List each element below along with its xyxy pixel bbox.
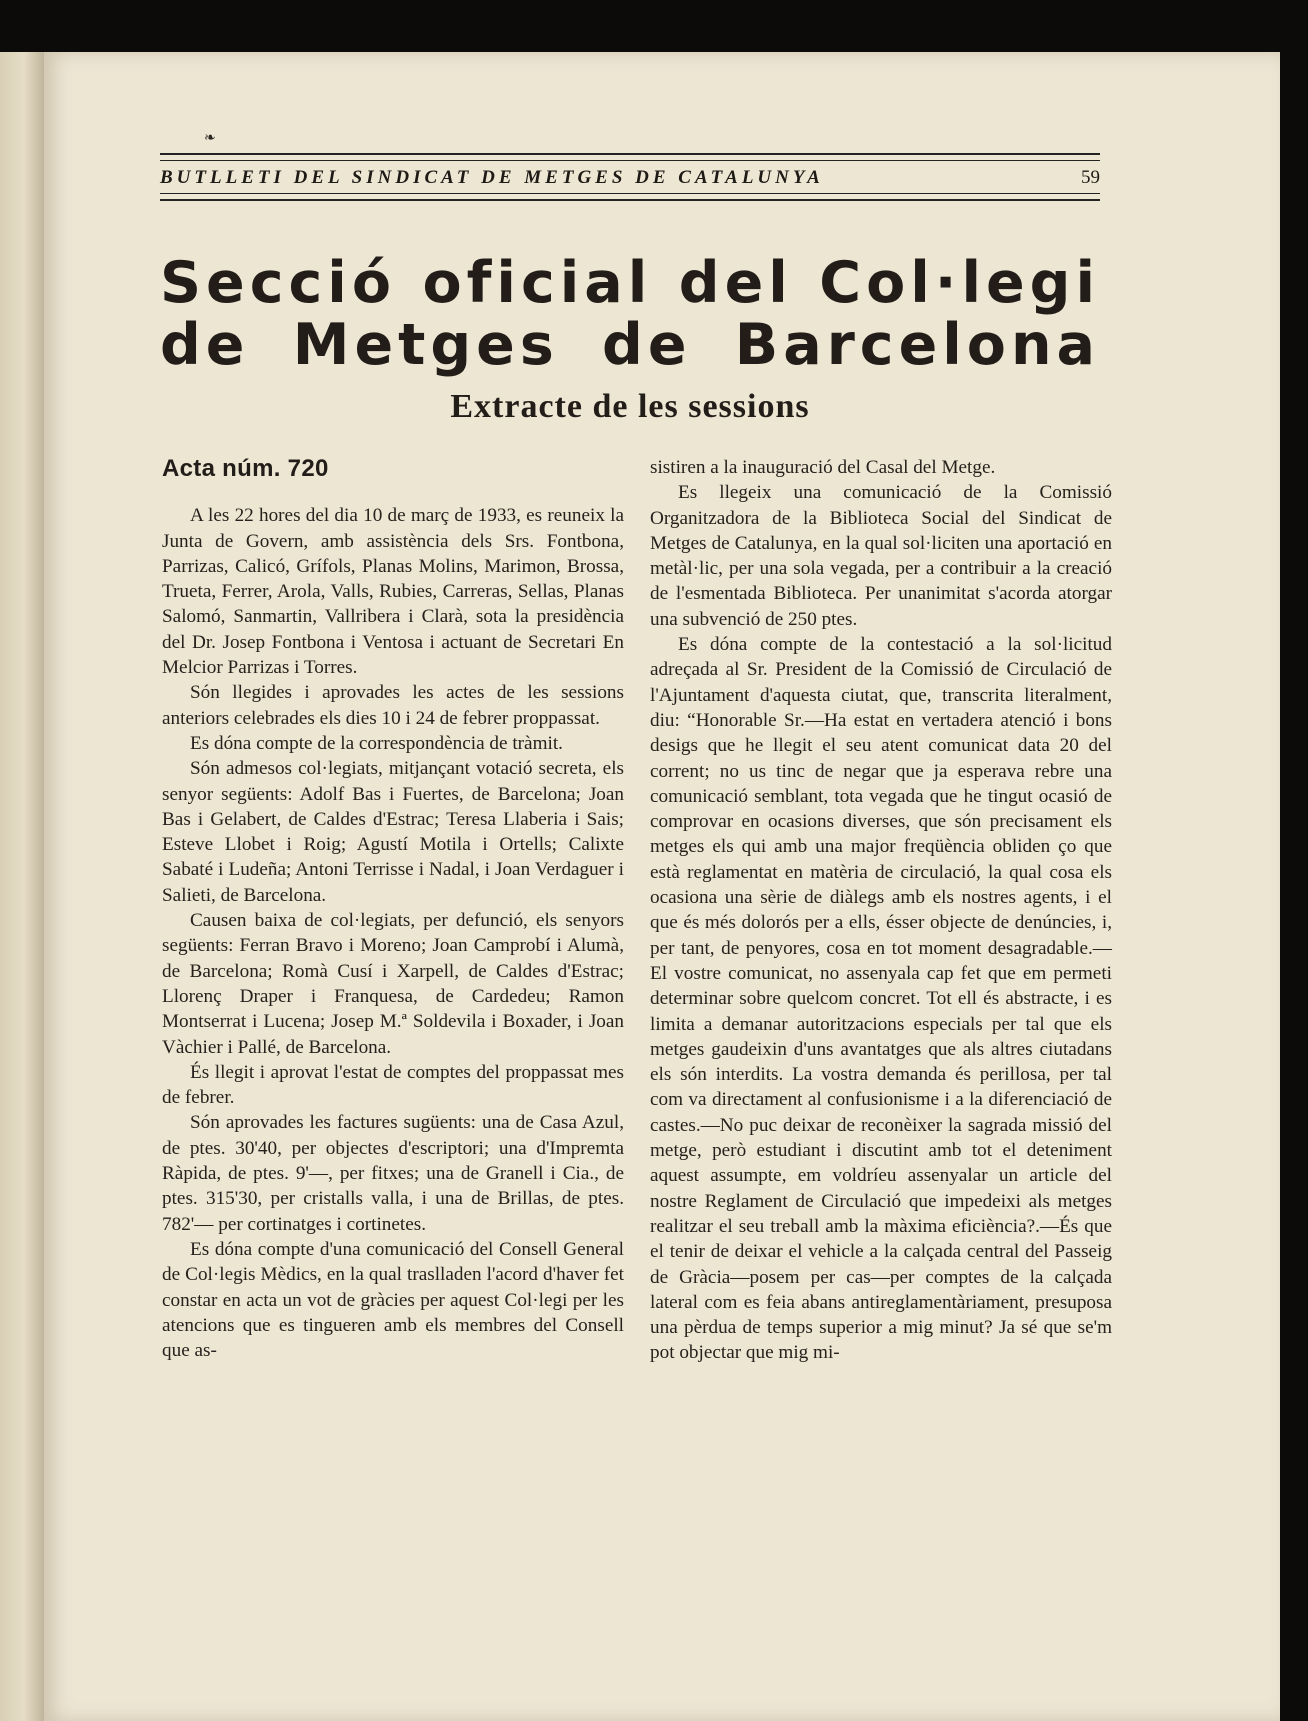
running-header <box>160 153 1100 201</box>
paragraph: sistiren a la inauguració del Casal del Metge. <box>650 457 996 478</box>
paragraph: Es dóna compte d'una comunicació del Consell General de Col·legis Mèdics, en la qual traslladen l'acord d'haver fet constar en acta un vot de gràcies per aquest Col·legi per les atencions que es tingueren amb els membres del Consell que as- <box>162 1238 624 1362</box>
header-top-rule <box>160 153 1100 161</box>
header-bottom-rule <box>160 193 1100 201</box>
paragraph: Són aprovades les factures sugüents: una de Casa Azul, de ptes. 30'40, per objectes d'escriptori; una d'Impremta Ràpida, de ptes. 9'—, per fitxes; una de Granell i Cia., de ptes. 315'30, per cristalls valla, i una de Brillas, de ptes. 782'— per cortinatges i cortinetes. <box>162 1112 624 1235</box>
paragraph: Són admesos col·legiats, mitjançant votació secreta, els senyor següents: Adolf Bas i Fuertes, de Barcelona; Joan Bas i Gelabert, de Caldes d'Estrac; Teresa Llaberia i Sais; Esteve Llobet i Roig; Agustí Motila i Ortells; Calixte Sabaté i Ludeña; Antoni Terrisse i Nadal, i Joan Verdaguer i Salieti, de Barcelona. <box>162 758 624 906</box>
subtitle: Extracte de les sessions <box>450 388 810 425</box>
facing-page-edge <box>0 52 44 1721</box>
ornament-icon: ❧ <box>204 131 216 146</box>
title-line-2: de Metges de Barcelona <box>160 312 1100 378</box>
paragraph: Es llegeix una comunicació de la Comissió Organitzadora de la Biblioteca Social del Sindicat de Metges de Catalunya, en la qual sol·liciten una aportació en metàl·lic, per una sola vegada, per a contribuir a la creació de l'esmentada Biblioteca. Per unanimitat s'acorda atorgar una subvenció de 250 ptes. <box>650 482 1112 630</box>
paragraph: Són llegides i aprovades les actes de les sessions anteriors celebrades els dies 10 i 24 de febrer proppassat. <box>162 682 624 729</box>
paragraph: A les 22 hores del dia 10 de març de 1933, es reuneix la Junta de Govern, amb assistència dels Srs. Fontbona, Parrizas, Calicó, Grífols, Planas Molins, Marimon, Brossa, Trueta, Ferrer, Arola, Valls, Rubies, Carreras, Sellas, Planas Salomó, Sanmartin, Vallribera i Clarà, sota la presidència del Dr. Josep Fontbona i Ventosa i actuant de Secretari En Melcior Parrizas i Torres. <box>162 505 624 679</box>
section-heading: Acta núm. 720 <box>162 455 329 482</box>
paragraph: És llegit i aprovat l'estat de comptes del proppassat mes de febrer. <box>162 1061 624 1109</box>
right-column <box>650 455 1112 1366</box>
title-line-1: Secció oficial del Col·legi <box>160 250 1100 316</box>
paragraph: Causen baixa de col·legiats, per defunció, els senyors següents: Ferran Bravo i Moreno; Joan Camprobí i Alumà, de Barcelona; Romà Cusí i Xarpell, de Caldes d'Estrac; Llorenç Draper i Franquesa, de Cardedeu; Ramon Montserrat i Lucena; Josep M.ª Soldevila i Boxader, i Joan Vàchier i Pallé, de Barcelona. <box>162 910 624 1058</box>
running-head <box>160 161 1100 193</box>
page-title <box>160 252 1100 376</box>
page-number: 59 <box>1081 167 1100 188</box>
paragraph: Es dóna compte de la correspondència de tràmit. <box>190 732 563 754</box>
running-title: BUTLLETI DEL SINDICAT DE METGES DE CATALUNYA <box>160 167 824 188</box>
paragraph: Es dóna compte de la contestació a la sol·licitud adreçada al Sr. President de la Comissió de Circulació de l'Ajuntament d'aquesta ciutat, que, transcrita literalment, diu: “Honorable Sr.—Ha estat en vertadera atenció i bons desigs que he llegit el seu atent comunicat data 20 del corrent; no us tinc de negar que ja esperava rebre una comunicació semblant, tota vegada que he tingut ocasió de comprovar en ocasions diverses, que són precisament els metges els qui amb una major freqüència obliden ço que està reglamentat en matèria de circulació, la qual cosa els ocasiona una sèrie de diàlegs amb els nostres agents, i el que és més dolorós per a ells, ésser objecte de denúncies, i, per tant, de penyores, cosa en tot moment desagradable.—El vostre comunicat, no assenyala cap fet que em permeti determinar sobre quelcom concret. Tot ell és abstracte, i es limita a demanar autoritzacions especials per tal que els metges gaudeixin d'uns avantatges que als altres ciutadans els són interdits. La vostra demanda és perillosa, per tal com va directament al confusionisme i a la diferenciació de castes.—No puc deixar de reconèixer la sagrada missió del metge, però estudiant i discutint amb tot el deteniment aquest assumpte, em voldríeu assenyalar un article del nostre Reglament de Circulació que impedeixi als metges realitzar el seu treball amb la màxima eficiència?.—És que el tenir de deixar el vehicle a la calçada central del Passeig de Gràcia—posem per cas—per comptes de la calçada lateral com es feia abans antireglamentàriament, presuposa una pèrdua de temps superior a mig minut? Ja sé que se'm pot objectar que mig mi- <box>650 634 1112 1364</box>
left-column <box>162 452 624 1363</box>
